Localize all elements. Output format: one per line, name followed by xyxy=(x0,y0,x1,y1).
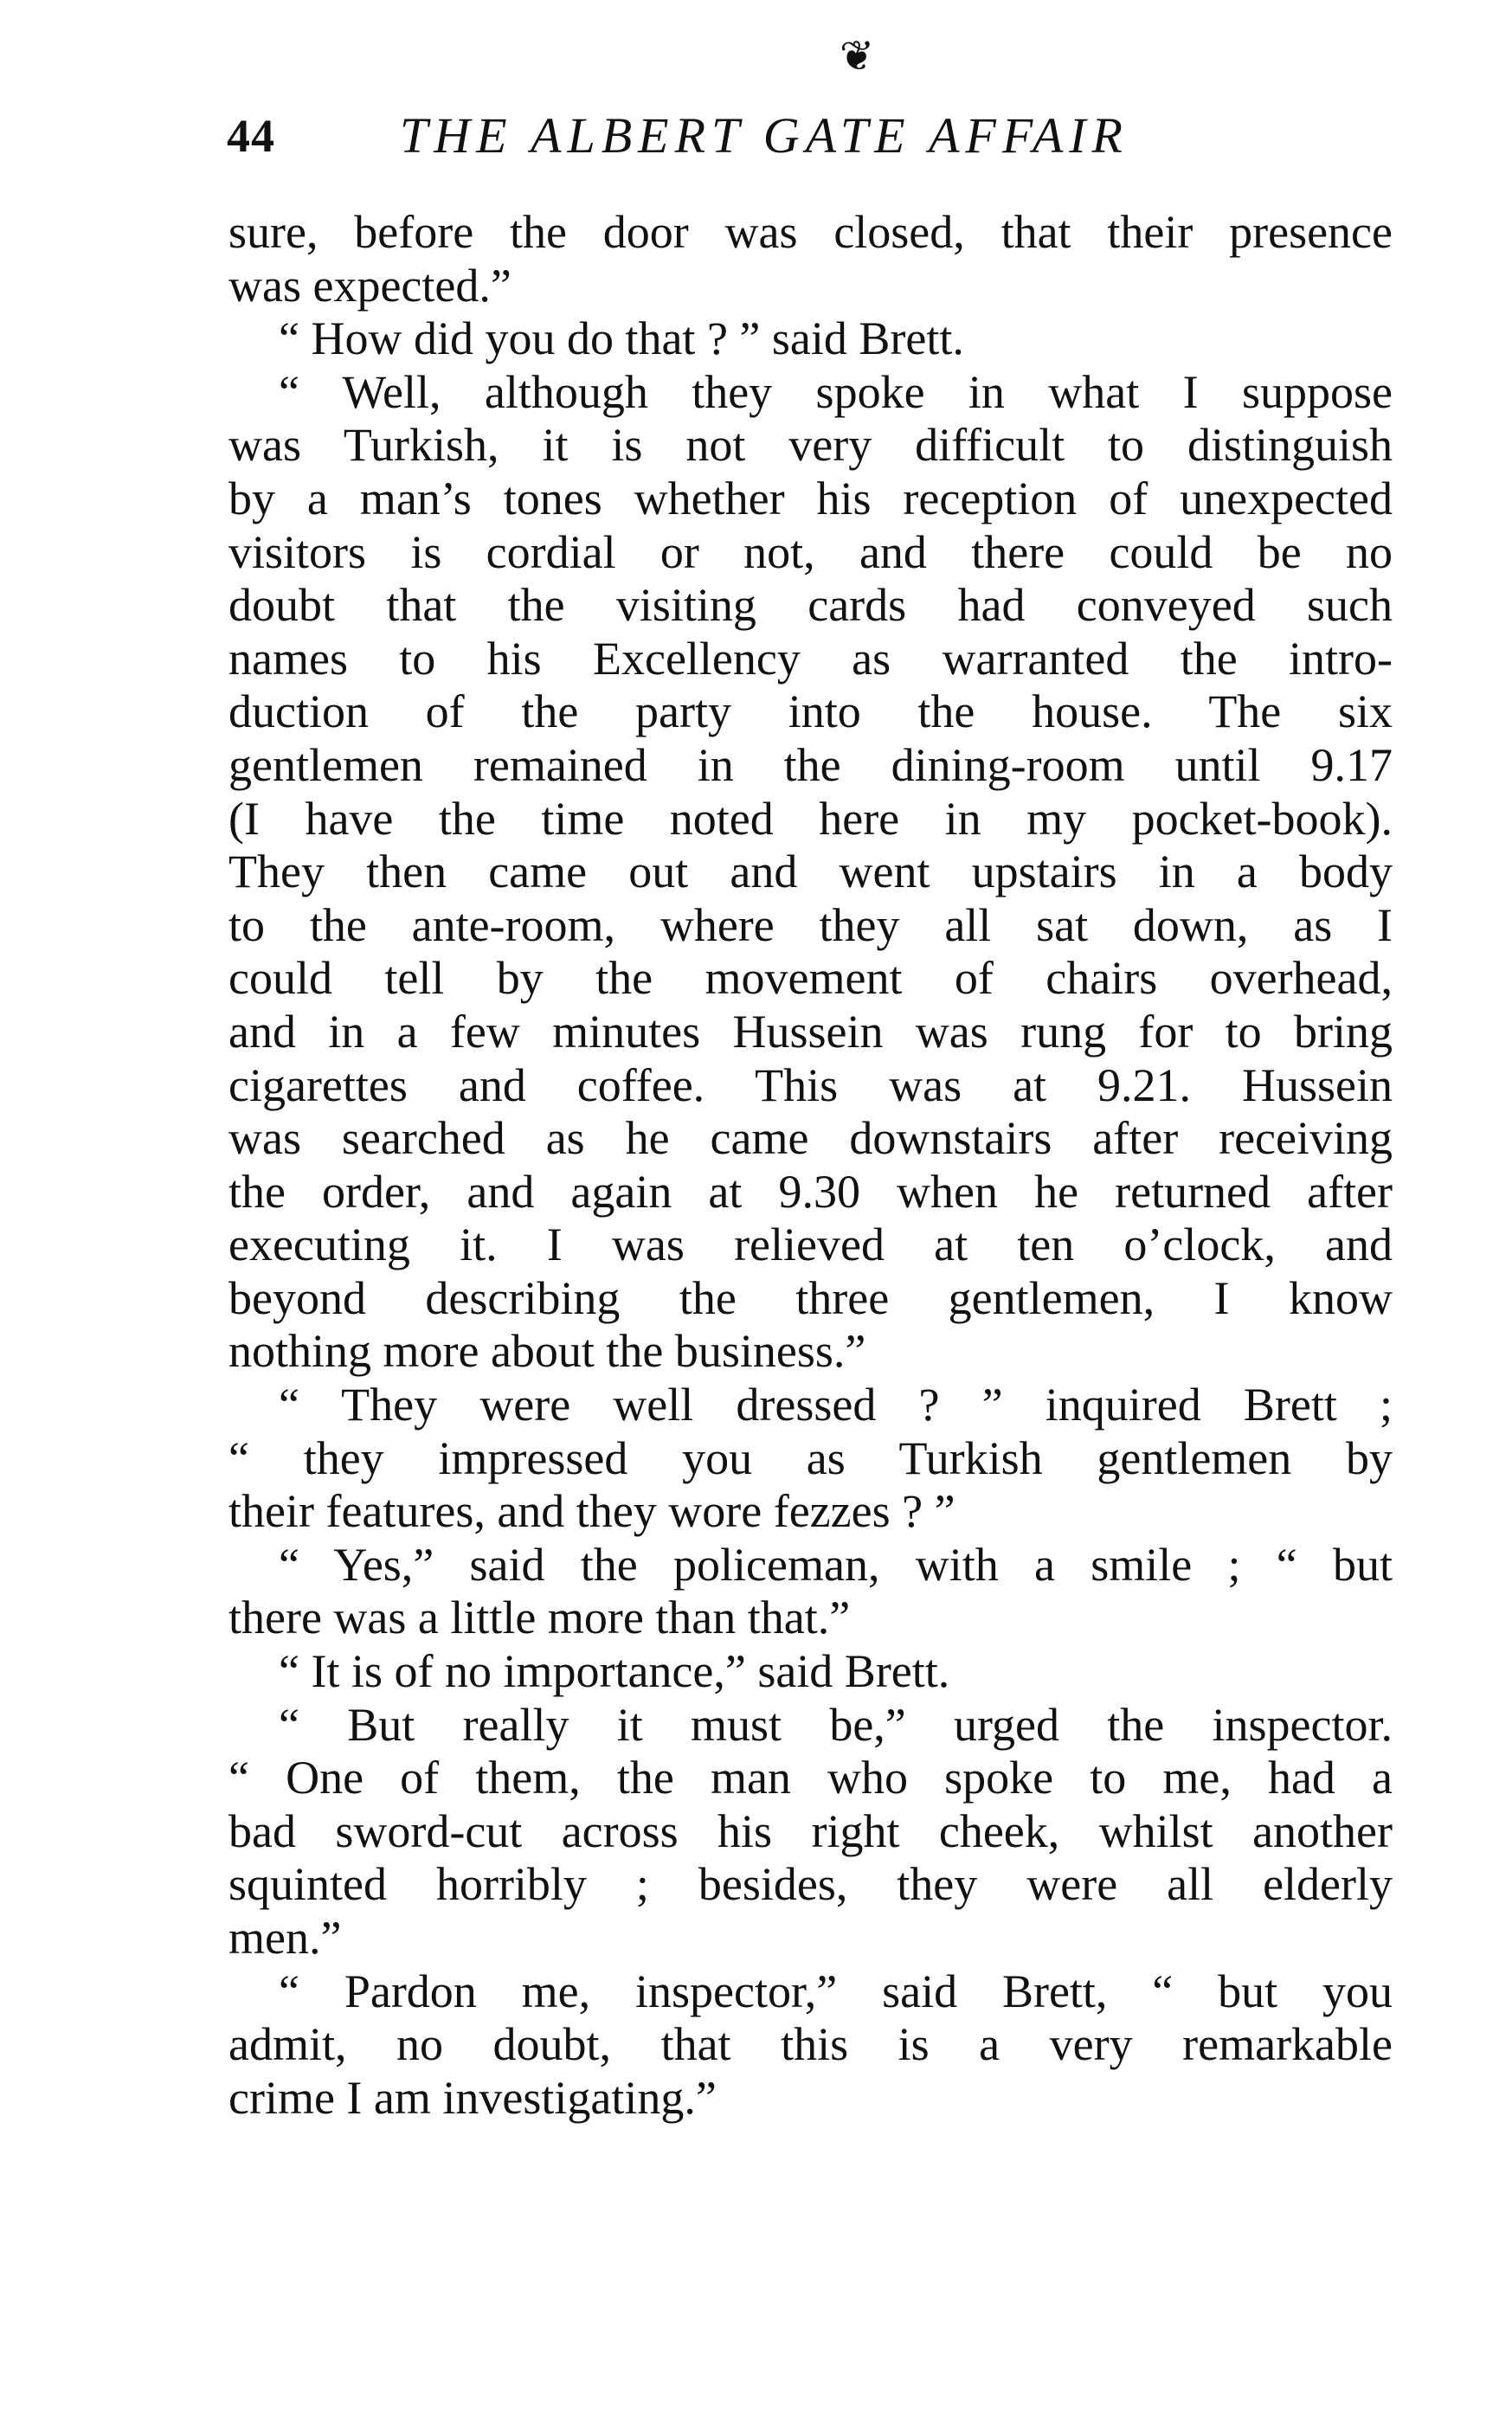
page-number: 44 xyxy=(227,110,275,162)
text-line: visitors is cordial or not, and there could be no xyxy=(228,525,1393,578)
text-line: They then came out and went upstairs in a body xyxy=(228,846,1393,898)
text-line: “ But really it must be,” urged the inspector. xyxy=(279,1698,1393,1751)
text-line: was Turkish, it is not very difficult to distinguish xyxy=(228,419,1393,472)
printer-ornament-icon: ❦ xyxy=(840,34,875,80)
text-line: was expected.” xyxy=(228,259,512,312)
text-line: “ Well, although they spoke in what I suppose xyxy=(279,365,1393,418)
text-line: and in a few minutes Hussein was rung for to bring xyxy=(228,1005,1393,1058)
text-line: admit, no doubt, that this is a very remarkable xyxy=(228,2018,1393,2071)
text-line: names to his Excellency as warranted the intro- xyxy=(228,632,1393,685)
text-line: “ Pardon me, inspector,” said Brett, “ but you xyxy=(279,1965,1393,2017)
text-line: “ It is of no importance,” said Brett. xyxy=(279,1645,950,1698)
text-line: “ One of them, the man who spoke to me, had a xyxy=(228,1752,1393,1804)
text-line: doubt that the visiting cards had conveyed such xyxy=(228,579,1393,632)
text-line: cigarettes and coffee. This was at 9.21. Hussein xyxy=(228,1058,1393,1111)
page-header xyxy=(227,102,1387,171)
text-line: crime I am investigating.” xyxy=(228,2071,717,2124)
text-line: beyond describing the three gentlemen, I know xyxy=(228,1271,1393,1324)
text-line: their features, and they wore fezzes ? ” xyxy=(228,1485,955,1538)
running-title: THE ALBERT GATE AFFAIR xyxy=(400,107,1129,164)
text-line: executing it. I was relieved at ten o’clock, and xyxy=(228,1219,1393,1271)
text-line: men.” xyxy=(228,1912,342,1964)
text-line: bad sword-cut across his right cheek, whilst another xyxy=(228,1804,1393,1857)
text-line: by a man’s tones whether his reception of unexpected xyxy=(228,472,1393,524)
text-line: “ they impressed you as Turkish gentlemen by xyxy=(228,1431,1393,1484)
text-line: to the ante-room, where they all sat down, as I xyxy=(228,898,1393,951)
text-line: squinted horribly ; besides, they were all elderly xyxy=(228,1858,1393,1911)
text-line: (I have the time noted here in my pocket-book). xyxy=(228,792,1393,845)
text-line: could tell by the movement of chairs overhead, xyxy=(228,952,1393,1005)
text-line: sure, before the door was closed, that their presence xyxy=(228,206,1393,258)
text-line: “ How did you do that ? ” said Brett. xyxy=(279,312,964,365)
text-line: “ Yes,” said the policeman, with a smile ; “ but xyxy=(279,1538,1393,1591)
text-line: there was a little more than that.” xyxy=(228,1592,851,1644)
text-line: was searched as he came downstairs after receiving xyxy=(228,1112,1393,1165)
text-line: duction of the party into the house. The six xyxy=(228,685,1393,738)
text-line: the order, and again at 9.30 when he returned after xyxy=(228,1165,1393,1218)
text-line: gentlemen remained in the dining-room until 9.17 xyxy=(228,738,1393,791)
text-line: nothing more about the business.” xyxy=(228,1325,866,1378)
text-line: “ They were well dressed ? ” inquired Brett ; xyxy=(279,1379,1393,1431)
body-text xyxy=(228,206,1393,2125)
